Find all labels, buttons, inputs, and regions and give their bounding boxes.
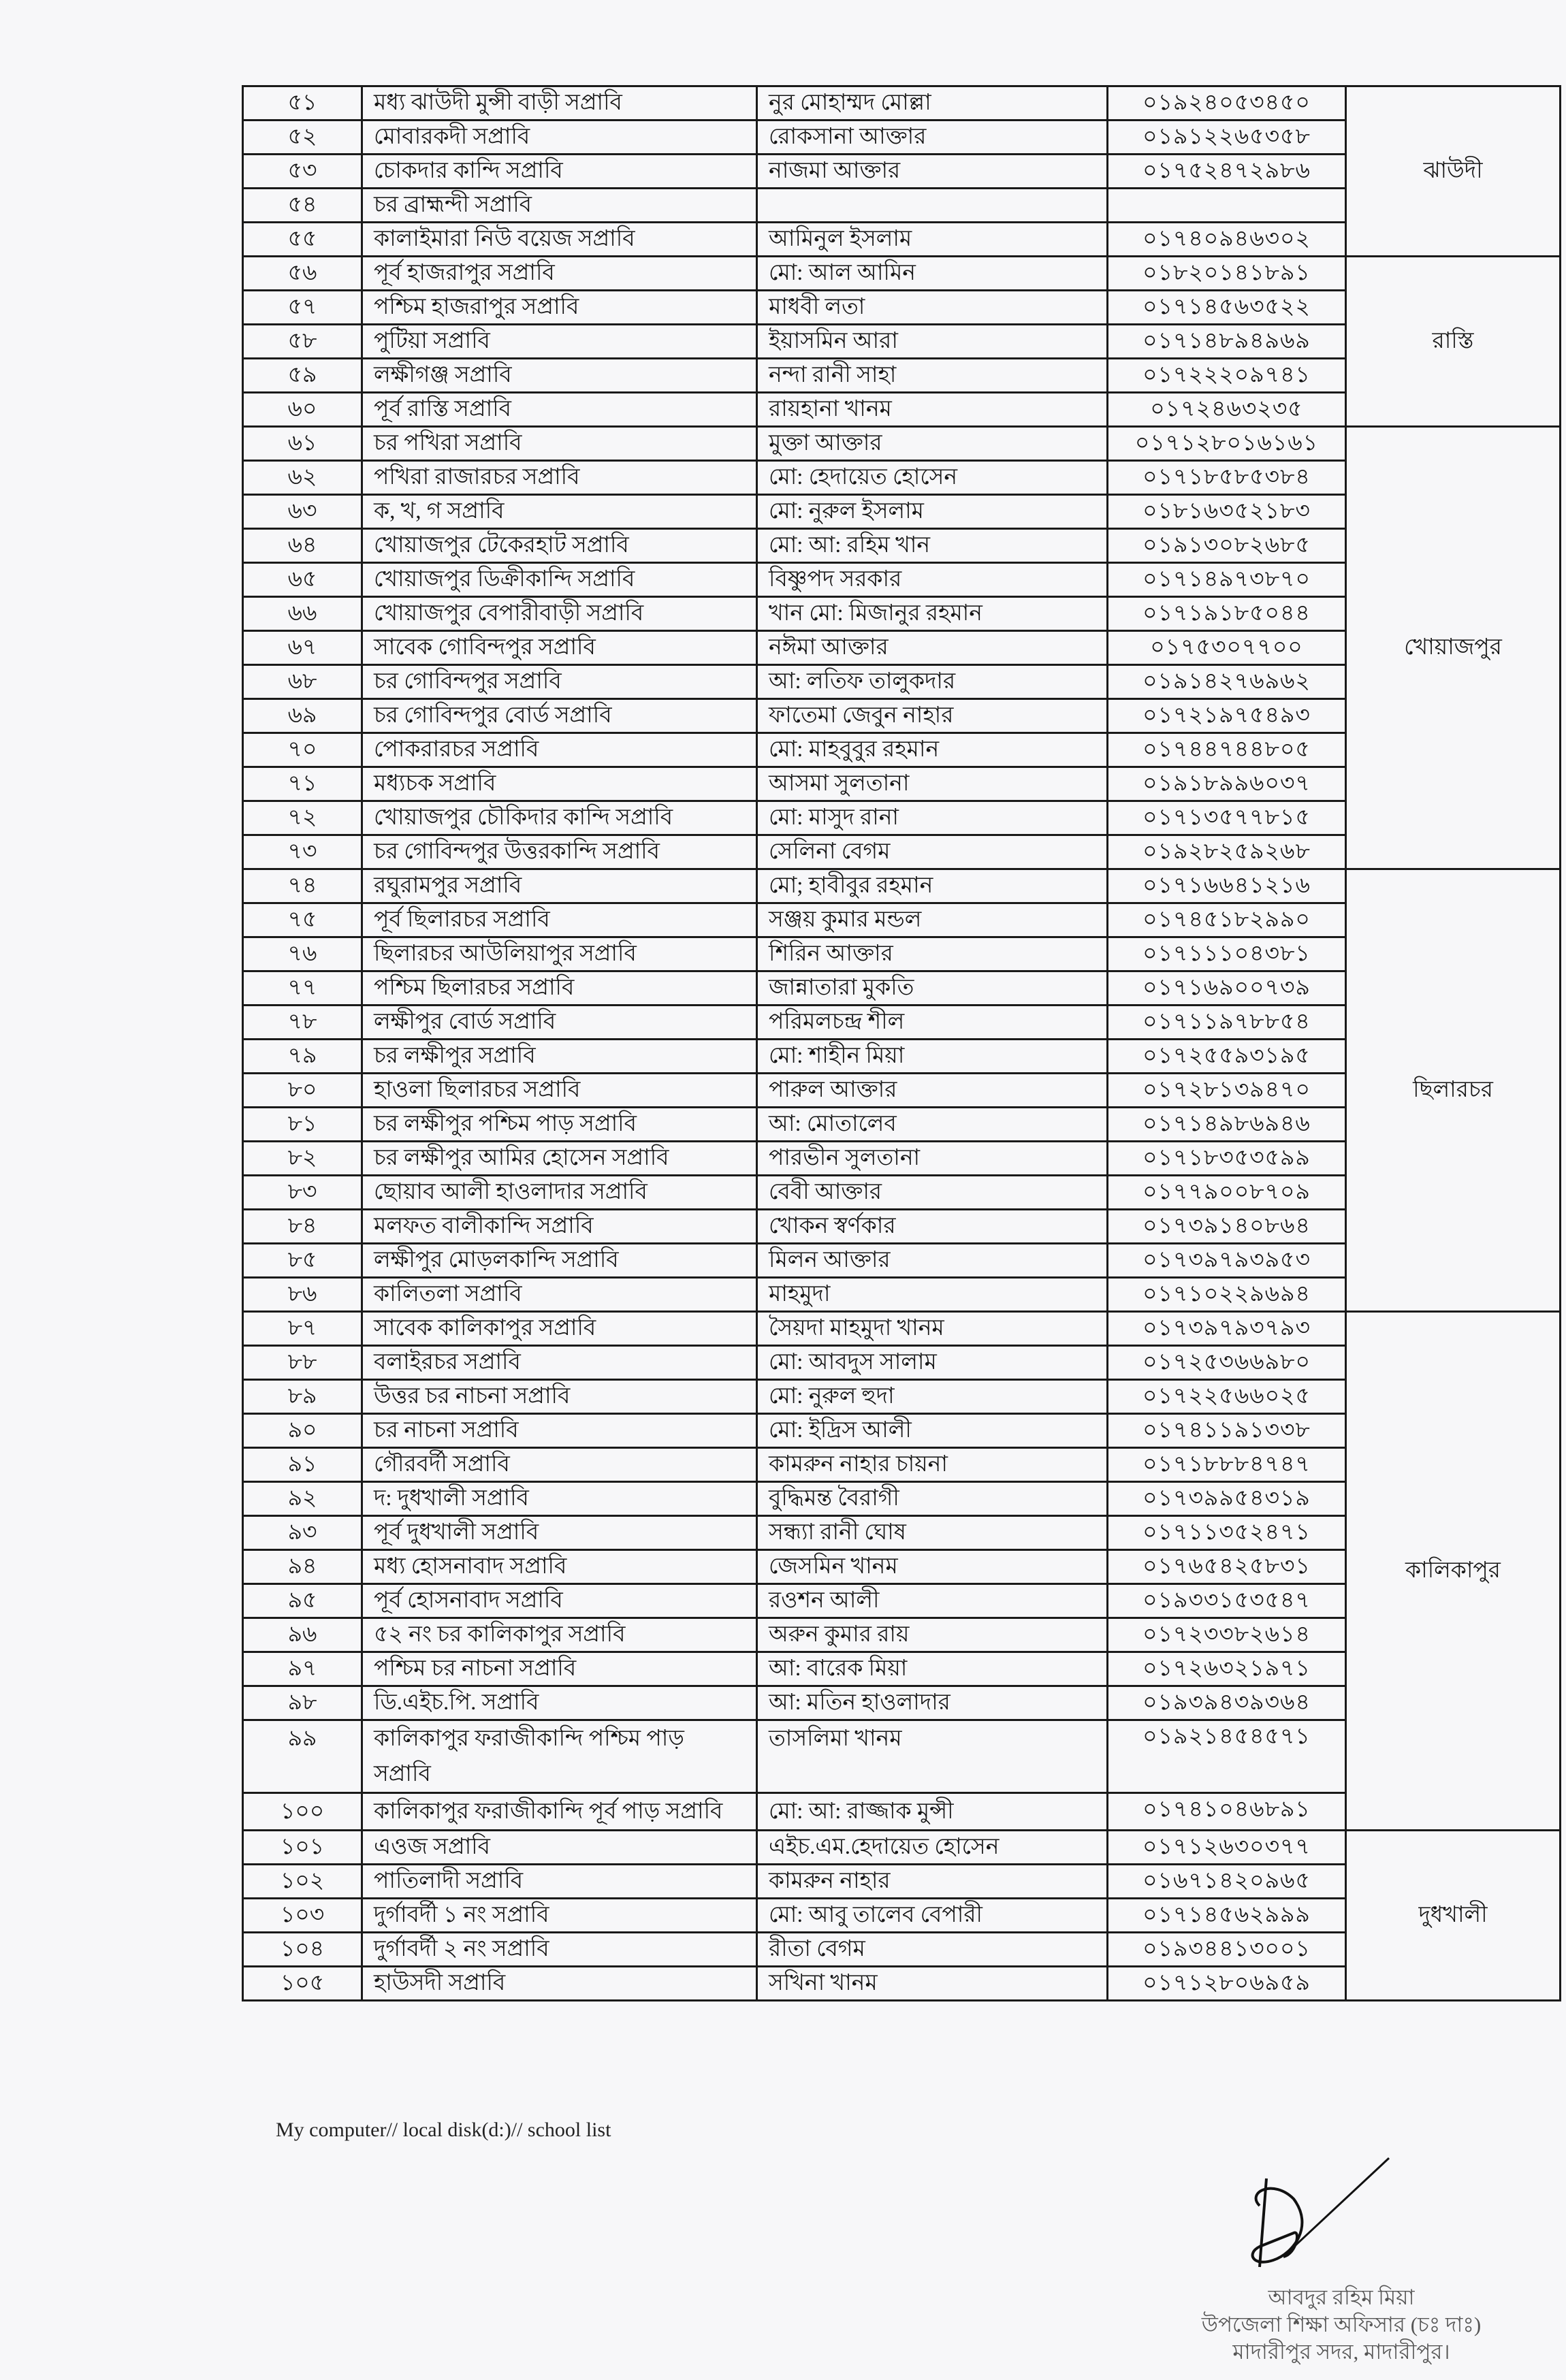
union-cell: ছিলারচর — [1346, 869, 1561, 1312]
phone-cell: ০১৯১৩০৮২৬৮৫ — [1108, 529, 1346, 563]
serial-cell: ৭৬ — [243, 937, 362, 971]
phone-cell: ০১৭১২৬৩০৩৭৭ — [1108, 1831, 1346, 1865]
phone-cell: ০১৭২৫৫৯৩১৯৫ — [1108, 1040, 1346, 1074]
school-name-cell: মোবারকদী সপ্রাবি — [362, 120, 757, 155]
school-name-cell: লক্ষীগঞ্জ সপ্রাবি — [362, 359, 757, 393]
phone-cell: ০১৭৪৫১৮২৯৯০ — [1108, 903, 1346, 937]
serial-cell: ৯০ — [243, 1414, 362, 1448]
school-name-cell: খোয়াজপুর চৌকিদার কান্দি সপ্রাবি — [362, 801, 757, 835]
head-teacher-cell: ইয়াসমিন আরা — [757, 325, 1108, 359]
serial-cell: ৮৩ — [243, 1176, 362, 1210]
head-teacher-cell: শিরিন আক্তার — [757, 937, 1108, 971]
serial-cell: ১০৫ — [243, 1967, 362, 2001]
head-teacher-cell: সন্ধ্যা রানী ঘোষ — [757, 1516, 1108, 1550]
serial-cell: ৫৮ — [243, 325, 362, 359]
head-teacher-cell: সঞ্জয় কুমার মন্ডল — [757, 903, 1108, 937]
serial-cell: ১০১ — [243, 1831, 362, 1865]
head-teacher-cell: নুর মোহাম্মদ মোল্লা — [757, 86, 1108, 120]
head-teacher-cell: মুক্তা আক্তার — [757, 427, 1108, 461]
officer-stamp — [1198, 2284, 1484, 2366]
school-name-cell: সাবেক কালিকাপুর সপ্রাবি — [362, 1312, 757, 1346]
phone-cell: ০১৭১৮৫৮৫৩৮৪ — [1108, 461, 1346, 495]
school-name-cell: সাবেক গোবিন্দপুর সপ্রাবি — [362, 631, 757, 665]
school-name-cell: পশ্চিম চর নাচনা সপ্রাবি — [362, 1652, 757, 1686]
school-name-cell: হাউসদী সপ্রাবি — [362, 1967, 757, 2001]
school-name-cell: চর গোবিন্দপুর সপ্রাবি — [362, 665, 757, 699]
phone-cell: ০১৭২৪৬৩২৩৫ — [1108, 393, 1346, 427]
head-teacher-cell: বিষ্ণুপদ সরকার — [757, 563, 1108, 597]
school-name-cell: চর পখিরা সপ্রাবি — [362, 427, 757, 461]
phone-cell: ০১৭১১১০৪৩৮১ — [1108, 937, 1346, 971]
union-cell: খোয়াজপুর — [1346, 427, 1561, 869]
school-name-cell: ক, খ, গ সপ্রাবি — [362, 495, 757, 529]
school-name-cell: পূর্ব হোসনাবাদ সপ্রাবি — [362, 1584, 757, 1618]
phone-cell: ০১৭৬৫৪২৫৮৩১ — [1108, 1550, 1346, 1584]
head-teacher-cell: জান্নাতারা মুকতি — [757, 971, 1108, 1006]
head-teacher-cell: মো: আবু তালেব বেপারী — [757, 1899, 1108, 1933]
head-teacher-cell: রওশন আলী — [757, 1584, 1108, 1618]
officer-name: আবদুর রহিম মিয়া — [1268, 2285, 1415, 2309]
serial-cell: ৯৭ — [243, 1652, 362, 1686]
school-name-cell: এওজ সপ্রাবি — [362, 1831, 757, 1865]
school-name-cell: পখিরা রাজারচর সপ্রাবি — [362, 461, 757, 495]
school-name-cell: পূর্ব ছিলারচর সপ্রাবি — [362, 903, 757, 937]
phone-cell: ০১৭১৮৮৮৪৭৪৭ — [1108, 1448, 1346, 1482]
head-teacher-cell: মো: নুরুল হুদা — [757, 1380, 1108, 1414]
head-teacher-cell: মো: শাহীন মিয়া — [757, 1040, 1108, 1074]
school-list-table — [242, 85, 1561, 2001]
school-name-cell: পূর্ব দুধখালী সপ্রাবি — [362, 1516, 757, 1550]
head-teacher-cell: আ: বারেক মিয়া — [757, 1652, 1108, 1686]
phone-cell: ০১৯১২২৬৫৩৫৮ — [1108, 120, 1346, 155]
serial-cell: ৭০ — [243, 733, 362, 767]
phone-cell: ০১৭৭৯০০৮৭০৯ — [1108, 1176, 1346, 1210]
serial-cell: ১০২ — [243, 1865, 362, 1899]
serial-cell: ৯৯ — [243, 1720, 362, 1793]
phone-cell: ০১৭১৮৩৫৩৫৯৯ — [1108, 1142, 1346, 1176]
phone-cell: ০১৬৭১৪২০৯৬৫ — [1108, 1865, 1346, 1899]
serial-cell: ৬৫ — [243, 563, 362, 597]
school-name-cell: দুর্গাবর্দী ২ নং সপ্রাবি — [362, 1933, 757, 1967]
serial-cell: ১০৩ — [243, 1899, 362, 1933]
table-row — [243, 1312, 1561, 1346]
school-name-cell: লক্ষীপুর বোর্ড সপ্রাবি — [362, 1006, 757, 1040]
head-teacher-cell: মো: ইদ্রিস আলী — [757, 1414, 1108, 1448]
school-name-cell: খোয়াজপুর ডিক্রীকান্দি সপ্রাবি — [362, 563, 757, 597]
serial-cell: ১০০ — [243, 1793, 362, 1831]
head-teacher-cell: আ: লতিফ তালুকদার — [757, 665, 1108, 699]
school-name-cell: পশ্চিম হাজরাপুর সপ্রাবি — [362, 291, 757, 325]
serial-cell: ৮৭ — [243, 1312, 362, 1346]
head-teacher-cell: আসমা সুলতানা — [757, 767, 1108, 801]
head-teacher-cell: মো: আ: রহিম খান — [757, 529, 1108, 563]
phone-cell: ০১৭৩৯১৪০৮৬৪ — [1108, 1210, 1346, 1244]
head-teacher-cell: রোকসানা আক্তার — [757, 120, 1108, 155]
phone-cell: ০১৭৪৪৭৪৪৮০৫ — [1108, 733, 1346, 767]
union-cell: কালিকাপুর — [1346, 1312, 1561, 1831]
phone-cell: ০১৭২২৫৬৬০২৫ — [1108, 1380, 1346, 1414]
serial-cell: ৯৫ — [243, 1584, 362, 1618]
officer-designation: উপজেলা শিক্ষা অফিসার (চঃ দাঃ) — [1201, 2313, 1482, 2336]
head-teacher-cell: মো: আবদুস সালাম — [757, 1346, 1108, 1380]
serial-cell: ৮৯ — [243, 1380, 362, 1414]
school-name-cell: চর লক্ষীপুর সপ্রাবি — [362, 1040, 757, 1074]
phone-cell: ০১৭১২৮০১৬১৬১ — [1108, 427, 1346, 461]
school-name-cell: বলাইরচর সপ্রাবি — [362, 1346, 757, 1380]
serial-cell: ৭৫ — [243, 903, 362, 937]
head-teacher-cell: পারুল আক্তার — [757, 1074, 1108, 1108]
phone-cell: ০১৯২১৪৫৪৫৭১ — [1108, 1720, 1346, 1793]
phone-cell: ০১৭৩৯৯৫৪৩১৯ — [1108, 1482, 1346, 1516]
serial-cell: ৬০ — [243, 393, 362, 427]
head-teacher-cell: নঈমা আক্তার — [757, 631, 1108, 665]
phone-cell: ০১৭৪০৯৪৬৩০২ — [1108, 223, 1346, 257]
school-name-cell: দুর্গাবর্দী ১ নং সপ্রাবি — [362, 1899, 757, 1933]
phone-cell: ০১৭১৪৫৬২৯৯৯ — [1108, 1899, 1346, 1933]
serial-cell: ৯৮ — [243, 1686, 362, 1720]
head-teacher-cell: পরিমলচন্দ্র শীল — [757, 1006, 1108, 1040]
school-name-cell: মধ্য হোসনাবাদ সপ্রাবি — [362, 1550, 757, 1584]
school-name-cell: উত্তর চর নাচনা সপ্রাবি — [362, 1380, 757, 1414]
school-name-cell: চর গোবিন্দপুর উত্তরকান্দি সপ্রাবি — [362, 835, 757, 869]
phone-cell: ০১৭২২২০৯৭৪১ — [1108, 359, 1346, 393]
phone-cell: ০১৭১১৩৫২৪৭১ — [1108, 1516, 1346, 1550]
head-teacher-cell: অরুন কুমার রায় — [757, 1618, 1108, 1652]
school-name-cell: ৫২ নং চর কালিকাপুর সপ্রাবি — [362, 1618, 757, 1652]
serial-cell: ৬৬ — [243, 597, 362, 631]
phone-cell: ০১৯১৪২৭৬৯৬২ — [1108, 665, 1346, 699]
head-teacher-cell: এইচ.এম.হেদায়েত হোসেন — [757, 1831, 1108, 1865]
union-cell: দুধখালী — [1346, 1831, 1561, 2001]
school-name-cell: পূর্ব হাজরাপুর সপ্রাবি — [362, 257, 757, 291]
head-teacher-cell: আ: মোতালেব — [757, 1108, 1108, 1142]
head-teacher-cell: মিলন আক্তার — [757, 1244, 1108, 1278]
serial-cell: ৯৬ — [243, 1618, 362, 1652]
table-row — [243, 86, 1561, 120]
phone-cell: ০১৭২৫৩৬৬৯৮০ — [1108, 1346, 1346, 1380]
serial-cell: ৭৯ — [243, 1040, 362, 1074]
serial-cell: ৫৩ — [243, 155, 362, 189]
serial-cell: ৮৪ — [243, 1210, 362, 1244]
phone-cell: ০১৭২৬৩২১৯৭১ — [1108, 1652, 1346, 1686]
phone-cell: ০১৯২৪০৫৩৪৫০ — [1108, 86, 1346, 120]
phone-cell: ০১৭৩৯৭৯৩৭৯৩ — [1108, 1312, 1346, 1346]
serial-cell: ৭১ — [243, 767, 362, 801]
serial-cell: ৬১ — [243, 427, 362, 461]
serial-cell: ৬৪ — [243, 529, 362, 563]
phone-cell — [1108, 189, 1346, 223]
school-name-cell: চর লক্ষীপুর আমির হোসেন সপ্রাবি — [362, 1142, 757, 1176]
serial-cell: ৬৭ — [243, 631, 362, 665]
head-teacher-cell: কামরুন নাহার — [757, 1865, 1108, 1899]
school-name-cell: কালিতলা সপ্রাবি — [362, 1278, 757, 1312]
head-teacher-cell: মো: আ: রাজ্জাক মুন্সী — [757, 1793, 1108, 1831]
head-teacher-cell: মো; হাবীবুর রহমান — [757, 869, 1108, 903]
serial-cell: ৯৪ — [243, 1550, 362, 1584]
school-name-cell: ডি.এইচ.পি. সপ্রাবি — [362, 1686, 757, 1720]
school-name-cell: মধ্য ঝাউদী মুন্সী বাড়ী সপ্রাবি — [362, 86, 757, 120]
serial-cell: ৭৪ — [243, 869, 362, 903]
union-cell: ঝাউদী — [1346, 86, 1561, 257]
school-name-cell: পূর্ব রাস্তি সপ্রাবি — [362, 393, 757, 427]
head-teacher-cell: পারভীন সুলতানা — [757, 1142, 1108, 1176]
file-path-note: My computer// local disk(d:)// school list — [276, 2119, 611, 2141]
phone-cell: ০১৭৫৩০৭৭০০ — [1108, 631, 1346, 665]
serial-cell: ৯১ — [243, 1448, 362, 1482]
school-name-cell: রঘুরামপুর সপ্রাবি — [362, 869, 757, 903]
head-teacher-cell: খোকন স্বর্ণকার — [757, 1210, 1108, 1244]
head-teacher-cell: মাহমুদা — [757, 1278, 1108, 1312]
phone-cell: ০১৭১৩৫৭৭৮১৫ — [1108, 801, 1346, 835]
table-body — [243, 86, 1561, 2001]
serial-cell: ৭৮ — [243, 1006, 362, 1040]
phone-cell: ০১৭৫২৪৭২৯৮৬ — [1108, 155, 1346, 189]
school-name-cell: চর ব্রাহ্মন্দী সপ্রাবি — [362, 189, 757, 223]
head-teacher-cell: রীতা বেগম — [757, 1933, 1108, 1967]
phone-cell: ০১৭১৬৯০০৭৩৯ — [1108, 971, 1346, 1006]
head-teacher-cell: বুদ্ধিমন্ত বৈরাগী — [757, 1482, 1108, 1516]
school-name-cell: ছোয়াব আলী হাওলাদার সপ্রাবি — [362, 1176, 757, 1210]
school-name-cell: কালিকাপুর ফরাজীকান্দি পূর্ব পাড় সপ্রাবি — [362, 1793, 757, 1831]
head-teacher-cell: খান মো: মিজানুর রহমান — [757, 597, 1108, 631]
head-teacher-cell: কামরুন নাহার চায়না — [757, 1448, 1108, 1482]
serial-cell: ৬৯ — [243, 699, 362, 733]
head-teacher-cell — [757, 189, 1108, 223]
phone-cell: ০১৭১৪৮৯৪৯৬৯ — [1108, 325, 1346, 359]
union-cell: রাস্তি — [1346, 257, 1561, 427]
head-teacher-cell: নন্দা রানী সাহা — [757, 359, 1108, 393]
school-name-cell: পুটিয়া সপ্রাবি — [362, 325, 757, 359]
school-name-cell: হাওলা ছিলারচর সপ্রাবি — [362, 1074, 757, 1108]
phone-cell: ০১৮২০১৪১৮৯১ — [1108, 257, 1346, 291]
school-name-cell: পশ্চিম ছিলারচর সপ্রাবি — [362, 971, 757, 1006]
phone-cell: ০১৭১২৮০৬৯৫৯ — [1108, 1967, 1346, 2001]
head-teacher-cell: মো: হেদায়েত হোসেন — [757, 461, 1108, 495]
phone-cell: ০১৯৩৪৪১৩০০১ — [1108, 1933, 1346, 1967]
head-teacher-cell: রায়হানা খানম — [757, 393, 1108, 427]
head-teacher-cell: মো: মাহবুবুর রহমান — [757, 733, 1108, 767]
school-name-cell: লক্ষীপুর মোড়লকান্দি সপ্রাবি — [362, 1244, 757, 1278]
phone-cell: ০১৭১১৯৭৮৮৫৪ — [1108, 1006, 1346, 1040]
phone-cell: ০১৯৩৩১৫৩৫৪৭ — [1108, 1584, 1346, 1618]
school-name-cell: গৌরবর্দী সপ্রাবি — [362, 1448, 757, 1482]
signature-icon — [1219, 2151, 1396, 2287]
phone-cell: ০১৭২৩৩৮২৬১৪ — [1108, 1618, 1346, 1652]
head-teacher-cell: মো: আল আমিন — [757, 257, 1108, 291]
head-teacher-cell: জেসমিন খানম — [757, 1550, 1108, 1584]
phone-cell: ০১৭৪১১৯১৩৩৮ — [1108, 1414, 1346, 1448]
serial-cell: ৮১ — [243, 1108, 362, 1142]
serial-cell: ৮৮ — [243, 1346, 362, 1380]
serial-cell: ৫৫ — [243, 223, 362, 257]
serial-cell: ৮৬ — [243, 1278, 362, 1312]
school-name-cell: কালিকাপুর ফরাজীকান্দি পশ্চিম পাড় সপ্রাবি — [362, 1720, 757, 1793]
phone-cell: ০১৯৩৯৪৩৯৩৬৪ — [1108, 1686, 1346, 1720]
head-teacher-cell: বেবী আক্তার — [757, 1176, 1108, 1210]
head-teacher-cell: নাজমা আক্তার — [757, 155, 1108, 189]
table-row — [243, 1831, 1561, 1865]
school-name-cell: মধ্যচক সপ্রাবি — [362, 767, 757, 801]
phone-cell: ০১৭২৮১৩৯৪৭০ — [1108, 1074, 1346, 1108]
head-teacher-cell: সেলিনা বেগম — [757, 835, 1108, 869]
phone-cell: ০১৭১০২২৯৬৯৪ — [1108, 1278, 1346, 1312]
phone-cell: ০১৭১৬৬৪১২১৬ — [1108, 869, 1346, 903]
phone-cell: ০১৭৪১০৪৬৮৯১ — [1108, 1793, 1346, 1831]
head-teacher-cell: তাসলিমা খানম — [757, 1720, 1108, 1793]
serial-cell: ৮২ — [243, 1142, 362, 1176]
serial-cell: ৯৩ — [243, 1516, 362, 1550]
head-teacher-cell: সখিনা খানম — [757, 1967, 1108, 2001]
serial-cell: ৮৫ — [243, 1244, 362, 1278]
serial-cell: ৫৪ — [243, 189, 362, 223]
head-teacher-cell: আ: মতিন হাওলাদার — [757, 1686, 1108, 1720]
school-name-cell: চোকদার কান্দি সপ্রাবি — [362, 155, 757, 189]
phone-cell: ০১৯২৮২৫৯২৬৮ — [1108, 835, 1346, 869]
serial-cell: ৭৭ — [243, 971, 362, 1006]
phone-cell: ০১৯১৮৯৯৬০৩৭ — [1108, 767, 1346, 801]
school-name-cell: কালাইমারা নিউ বয়েজ সপ্রাবি — [362, 223, 757, 257]
head-teacher-cell: আমিনুল ইসলাম — [757, 223, 1108, 257]
phone-cell: ০১৭১৪৯৭৩৮৭০ — [1108, 563, 1346, 597]
phone-cell: ০১৭১৪৫৬৩৫২২ — [1108, 291, 1346, 325]
officer-office: মাদারীপুর সদর, মাদারীপুর। — [1232, 2340, 1450, 2364]
phone-cell: ০১৭১৯১৮৫০৪৪ — [1108, 597, 1346, 631]
table-row — [243, 257, 1561, 291]
serial-cell: ৫১ — [243, 86, 362, 120]
school-name-cell: চর নাচনা সপ্রাবি — [362, 1414, 757, 1448]
school-name-cell: মলফত বালীকান্দি সপ্রাবি — [362, 1210, 757, 1244]
serial-cell: ৬২ — [243, 461, 362, 495]
phone-cell: ০১৭১৪৯৮৬৯৪৬ — [1108, 1108, 1346, 1142]
school-name-cell: ছিলারচর আউলিয়াপুর সপ্রাবি — [362, 937, 757, 971]
serial-cell: ৫৯ — [243, 359, 362, 393]
head-teacher-cell: ফাতেমা জেবুন নাহার — [757, 699, 1108, 733]
phone-cell: ০১৭৩৯৭৯৩৯৫৩ — [1108, 1244, 1346, 1278]
serial-cell: ৫৬ — [243, 257, 362, 291]
serial-cell: ১০৪ — [243, 1933, 362, 1967]
school-name-cell: চর গোবিন্দপুর বোর্ড সপ্রাবি — [362, 699, 757, 733]
school-name-cell: চর লক্ষীপুর পশ্চিম পাড় সপ্রাবি — [362, 1108, 757, 1142]
serial-cell: ৯২ — [243, 1482, 362, 1516]
serial-cell: ৫২ — [243, 120, 362, 155]
serial-cell: ৭৩ — [243, 835, 362, 869]
serial-cell: ৬৩ — [243, 495, 362, 529]
head-teacher-cell: সৈয়দা মাহমুদা খানম — [757, 1312, 1108, 1346]
serial-cell: ৬৮ — [243, 665, 362, 699]
head-teacher-cell: মো: মাসুদ রানা — [757, 801, 1108, 835]
serial-cell: ৮০ — [243, 1074, 362, 1108]
serial-cell: ৫৭ — [243, 291, 362, 325]
table-row — [243, 427, 1561, 461]
school-name-cell: খোয়াজপুর টেকেরহাট সপ্রাবি — [362, 529, 757, 563]
school-name-cell: পাতিলাদী সপ্রাবি — [362, 1865, 757, 1899]
phone-cell: ০১৭২১৯৭৫৪৯৩ — [1108, 699, 1346, 733]
school-name-cell: খোয়াজপুর বেপারীবাড়ী সপ্রাবি — [362, 597, 757, 631]
serial-cell: ৭২ — [243, 801, 362, 835]
school-name-cell: পোকরারচর সপ্রাবি — [362, 733, 757, 767]
school-name-cell: দ: দুধখালী সপ্রাবি — [362, 1482, 757, 1516]
head-teacher-cell: মো: নুরুল ইসলাম — [757, 495, 1108, 529]
head-teacher-cell: মাধবী লতা — [757, 291, 1108, 325]
table-row — [243, 869, 1561, 903]
phone-cell: ০১৮১৬৩৫২১৮৩ — [1108, 495, 1346, 529]
